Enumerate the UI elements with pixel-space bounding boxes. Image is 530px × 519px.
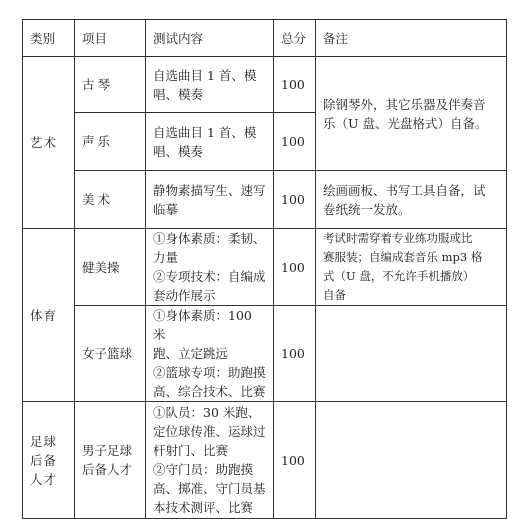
category-football: 足球 后备 人才	[23, 402, 75, 519]
item-vocal: 声乐	[75, 113, 146, 171]
header-content: 测试内容	[146, 20, 274, 57]
item-basketball: 女子篮球	[75, 306, 146, 402]
table-row	[23, 229, 507, 306]
category-pe: 体育	[23, 229, 75, 402]
score-basketball: 100	[274, 306, 316, 402]
table-row	[23, 306, 507, 402]
header-score: 总分	[274, 20, 316, 57]
table-row	[23, 171, 507, 229]
header-remark: 备注	[316, 20, 507, 57]
category-art: 艺术	[23, 57, 75, 229]
remark-aerobics: 考试时需穿着专业练功服或比 赛服装；自编成套音乐 mp3 格 式（U 盘，不允许手机播放） 自备	[316, 229, 507, 306]
score-aerobics: 100	[274, 229, 316, 306]
table-row	[23, 57, 507, 113]
item-fineart: 美术	[75, 171, 146, 229]
item-guqin: 古琴	[75, 57, 146, 113]
remark-football	[316, 402, 507, 519]
score-football: 100	[274, 402, 316, 519]
remark-music: 除钢琴外，其它乐器及伴奏音 乐（U 盘、光盘格式）自备。	[316, 57, 507, 171]
content-fineart: 静物素描写生、速写 临摹	[146, 171, 274, 229]
item-aerobics: 健美操	[75, 229, 146, 306]
score-fineart: 100	[274, 171, 316, 229]
table-row	[23, 402, 507, 519]
content-football: ①队员：30 米跑、 定位球传准、运球过 杆射门、比赛 ②守门员：助跑摸 高、掷准、守门员基 本技术测评、比赛	[146, 402, 274, 519]
header-category: 类别	[23, 20, 75, 57]
content-aerobics: ①身体素质：柔韧、 力量 ②专项技术：自编成 套动作展示	[146, 229, 274, 306]
content-guqin: 自选曲目 1 首、模 唱、模奏	[146, 57, 274, 113]
exam-table	[22, 19, 507, 519]
header-item: 项目	[75, 20, 146, 57]
header-row	[23, 20, 507, 57]
content-basketball: ①身体素质：100 米 跑、立定跳远 ②篮球专项：助跑摸 高、综合技术、比赛	[146, 306, 274, 402]
score-vocal: 100	[274, 113, 316, 171]
score-guqin: 100	[274, 57, 316, 113]
content-vocal: 自选曲目 1 首、模 唱、模奏	[146, 113, 274, 171]
item-football: 男子足球 后备人才	[75, 402, 146, 519]
remark-fineart: 绘画画板、书写工具自备，试 卷纸统一发放。	[316, 171, 507, 229]
remark-basketball	[316, 306, 507, 402]
